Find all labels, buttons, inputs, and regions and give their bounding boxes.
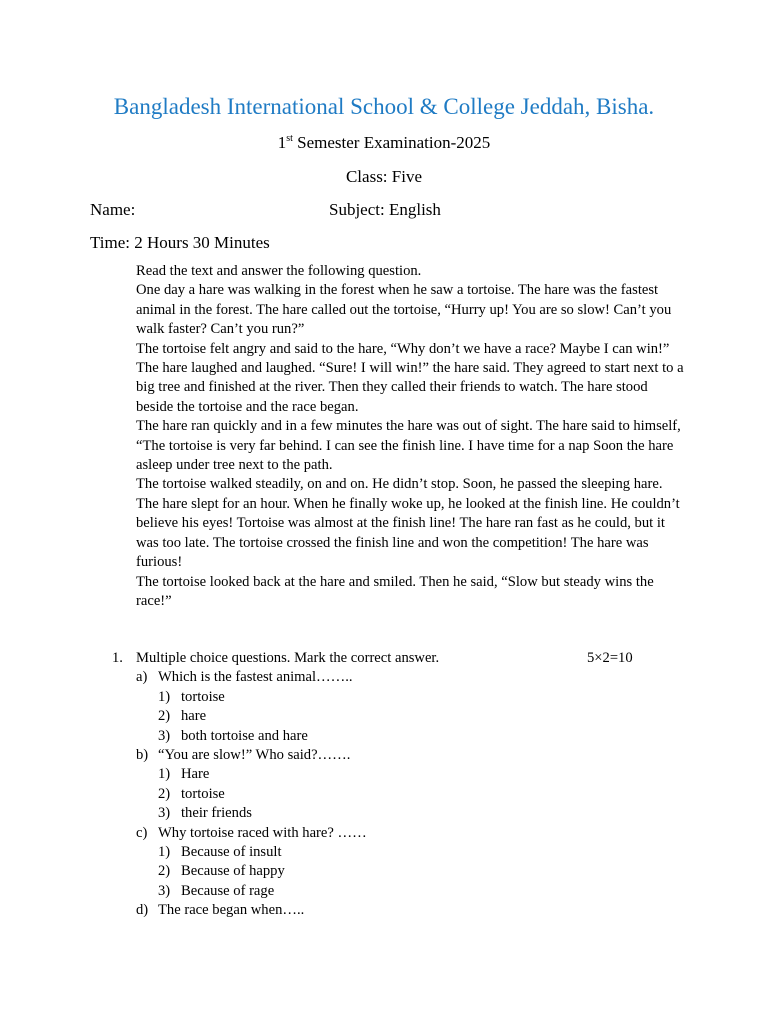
mcq-option bbox=[0, 707, 768, 726]
option-text: Hare bbox=[181, 766, 210, 783]
option-number: 1) bbox=[158, 688, 171, 705]
passage-paragraph: The hare laughed and laughed. “Sure! I will win!” the hare said. They agreed to start next to a big tree and finished at the river. Then they called their friends to watch. The hare stood beside the tortoise and the race began. bbox=[136, 360, 684, 415]
semester-text: Semester Examination-2025 bbox=[292, 133, 491, 152]
option-number: 3) bbox=[158, 882, 171, 899]
option-number: 1) bbox=[158, 843, 171, 860]
subject-line: Subject: English bbox=[329, 200, 441, 219]
option-text: Because of rage bbox=[181, 882, 275, 899]
option-text: tortoise bbox=[181, 688, 225, 705]
mcq-question: “You are slow!” Who said?……. bbox=[158, 746, 351, 763]
passage-paragraph: The tortoise walked steadily, on and on. He didn’t stop. Soon, he passed the sleeping hare. bbox=[136, 476, 663, 493]
mcq-item bbox=[0, 746, 768, 765]
option-number: 2) bbox=[158, 785, 171, 802]
option-text: tortoise bbox=[181, 785, 225, 802]
question-marks: 5×2=10 bbox=[587, 650, 633, 666]
question-header bbox=[0, 649, 768, 668]
mcq-option bbox=[0, 862, 768, 881]
mcq-letter: b) bbox=[136, 746, 149, 763]
mcq-question: The race began when….. bbox=[158, 902, 305, 919]
mcq-letter: d) bbox=[136, 902, 149, 919]
option-text: Because of insult bbox=[181, 843, 282, 860]
semester-number: 1 bbox=[277, 133, 287, 152]
mcq-option bbox=[0, 843, 768, 862]
mcq-question: Which is the fastest animal…….. bbox=[158, 669, 353, 686]
question-number: 1. bbox=[112, 650, 123, 666]
time-line: Time: 2 Hours 30 Minutes bbox=[90, 233, 270, 252]
mcq-letter: a) bbox=[136, 669, 148, 686]
question-section bbox=[0, 649, 768, 920]
class-line: Class: Five bbox=[345, 167, 423, 186]
passage-paragraph: The hare ran quickly and in a few minutes the hare was out of sight. The hare said to himself, “The tortoise is very far behind. I can see the finish line. I have time for a nap Soon the hare asleep under tree next to the path. bbox=[136, 418, 681, 474]
reading-passage bbox=[136, 262, 684, 611]
passage-instruction: Read the text and answer the following question. bbox=[136, 263, 422, 279]
mcq-option bbox=[0, 765, 768, 784]
mcq-option bbox=[0, 882, 768, 901]
school-title: Bangladesh International School & College Jeddah, Bisha. bbox=[113, 94, 655, 119]
mcq-question: Why tortoise raced with hare? …… bbox=[158, 824, 367, 841]
passage-paragraph: The tortoise felt angry and said to the hare, “Why don’t we have a race? Maybe I can win!” bbox=[136, 340, 670, 357]
passage-paragraph: One day a hare was walking in the forest when he saw a tortoise. The hare was the fastest animal in the forest. The hare called out the tortoise, “Hurry up! You are so slow! Can’t you walk faster? Can’t you run?” bbox=[136, 282, 672, 338]
semester-ordinal: st bbox=[286, 133, 293, 144]
option-text: Because of happy bbox=[181, 863, 285, 880]
option-number: 2) bbox=[158, 708, 171, 725]
option-number: 3) bbox=[158, 727, 171, 744]
option-text: hare bbox=[181, 708, 207, 725]
mcq-option bbox=[0, 804, 768, 823]
option-text: both tortoise and hare bbox=[181, 727, 308, 744]
mcq-option bbox=[0, 727, 768, 746]
option-number: 3) bbox=[158, 805, 171, 822]
passage-paragraph: The tortoise looked back at the hare and smiled. Then he said, “Slow but steady wins the race!” bbox=[136, 573, 654, 609]
mcq-item bbox=[0, 901, 768, 920]
passage-paragraph: The hare slept for an hour. When he finally woke up, he looked at the finish line. He couldn’t believe his eyes! Tortoise was almost at the finish line! The hare ran fast as he could, but it was too late. The tortoise crossed the finish line and won the competition! The hare was furious! bbox=[136, 495, 680, 571]
mcq-option bbox=[0, 785, 768, 804]
mcq-item bbox=[0, 668, 768, 687]
option-number: 1) bbox=[158, 766, 171, 783]
mcq-item bbox=[0, 824, 768, 843]
option-number: 2) bbox=[158, 863, 171, 880]
question-text: Multiple choice questions. Mark the correct answer. bbox=[136, 650, 440, 666]
mcq-option bbox=[0, 688, 768, 707]
name-label: Name: bbox=[90, 200, 136, 219]
option-text: their friends bbox=[181, 805, 252, 822]
mcq-letter: c) bbox=[136, 824, 148, 841]
semester-title bbox=[0, 132, 768, 154]
